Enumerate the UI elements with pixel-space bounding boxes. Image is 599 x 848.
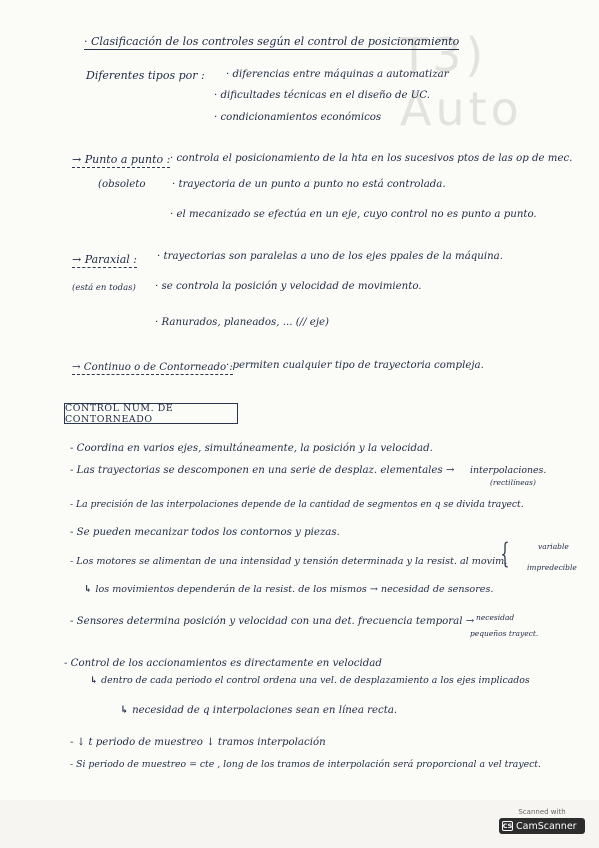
contorneado-point-3: - La precisión de las interpolaciones depende de la cantidad de segmentos en q se divida trayect. [70,499,524,510]
rectilineas-note: (rectilíneas) [490,478,536,487]
punto-a-punto-item-3: · el mecanizado se efectúa en un eje, cuyo control no es punto a punto. [170,209,537,220]
contorneado-point-4: - Se pueden mecanizar todos los contornos y piezas. [70,527,340,538]
contorneado-sub-9: ↳ dentro de cada periodo el control ordena una vel. de desplazamiento a los ejes implicados [90,675,530,686]
contorneado-sub-10: ↳ necesidad de q interpolaciones sean en línea recta. [120,704,398,716]
contorneado-point-8: - Control de los accionamientos es directamente en velocidad [64,658,382,669]
tipos-item-2: · dificultades técnicas en el diseño de UC. [214,90,431,101]
continuo-item-1: · permiten cualquier tipo de trayectoria compleja. [226,360,484,371]
paraxial-item-3: · Ranurados, planeados, ... (// eje) [155,317,329,328]
necesidad-note: necesidad [476,613,515,622]
obsoleto-note: (obsoleto [98,179,146,190]
paraxial-item-1: · trayectorias son paralelas a uno de los ejes ppales de la máquina. [157,251,503,262]
punto-a-punto-item-2: · trayectoria de un punto a punto no está controlada. [172,179,446,190]
paraxial-item-2: · se controla la posición y velocidad de movimiento. [155,281,422,292]
contorneado-point-5: - Los motores se alimentan de una intensidad y tensión determinada y la resist. al movim. [70,556,508,567]
pequenos-trayect-note: pequeños trayect. [470,629,539,638]
section-box-title: CONTROL NUM. DE CONTORNEADO [64,403,238,424]
contorneado-point-11: - ↓ t periodo de muestreo ↓ tramos interpolación [70,737,326,748]
punto-a-punto-item-1: · controla el posicionamiento de la hta en los sucesivos ptos de las op de mec. [170,153,573,164]
camscanner-watermark [499,808,585,838]
curly-brace: { [500,537,510,570]
impredecible-note: impredecible [527,563,577,572]
contorneado-point-7: - Sensores determina posición y velocidad con una det. frecuencia temporal → [70,616,475,627]
paraxial-label: → Paraxial : [72,253,137,266]
contorneado-point-2: - Las trayectorias se descomponen en una serie de desplaz. elementales → [70,465,455,476]
contorneado-point-12: - Si periodo de muestreo = cte , long de los tramos de interpolación será proporcional a vel trayect. [70,759,541,770]
paraxial-note: (está en todas) [72,283,136,293]
camscanner-logo-icon: CS [502,822,513,830]
tipos-item-1: · diferencias entre máquinas a automatizar [226,69,449,80]
contorneado-sub-6: ↳ los movimientos dependerán de la resist. de los mismos → necesidad de sensores. [84,584,494,595]
continuo-label: → Continuo o de Contorneado : [72,362,233,373]
interpolaciones-label: interpolaciones. [470,465,547,476]
page-title: · Clasificación de los controles según el control de posicionamiento [84,35,460,48]
watermark-caption: Scanned with [518,808,566,816]
watermark-badge [499,818,585,834]
variable-note: variable [538,542,569,551]
punto-a-punto-label: → Punto a punto : [72,153,171,166]
tipos-label: Diferentes tipos por : [86,69,205,82]
watermark-brand: CamScanner [516,820,577,832]
contorneado-point-1: - Coordina en varios ejes, simultáneamente, la posición y la velocidad. [70,443,433,454]
ghost-bleedthrough-text: T3) Auto [400,28,523,136]
tipos-item-3: · condicionamientos económicos [214,112,382,123]
